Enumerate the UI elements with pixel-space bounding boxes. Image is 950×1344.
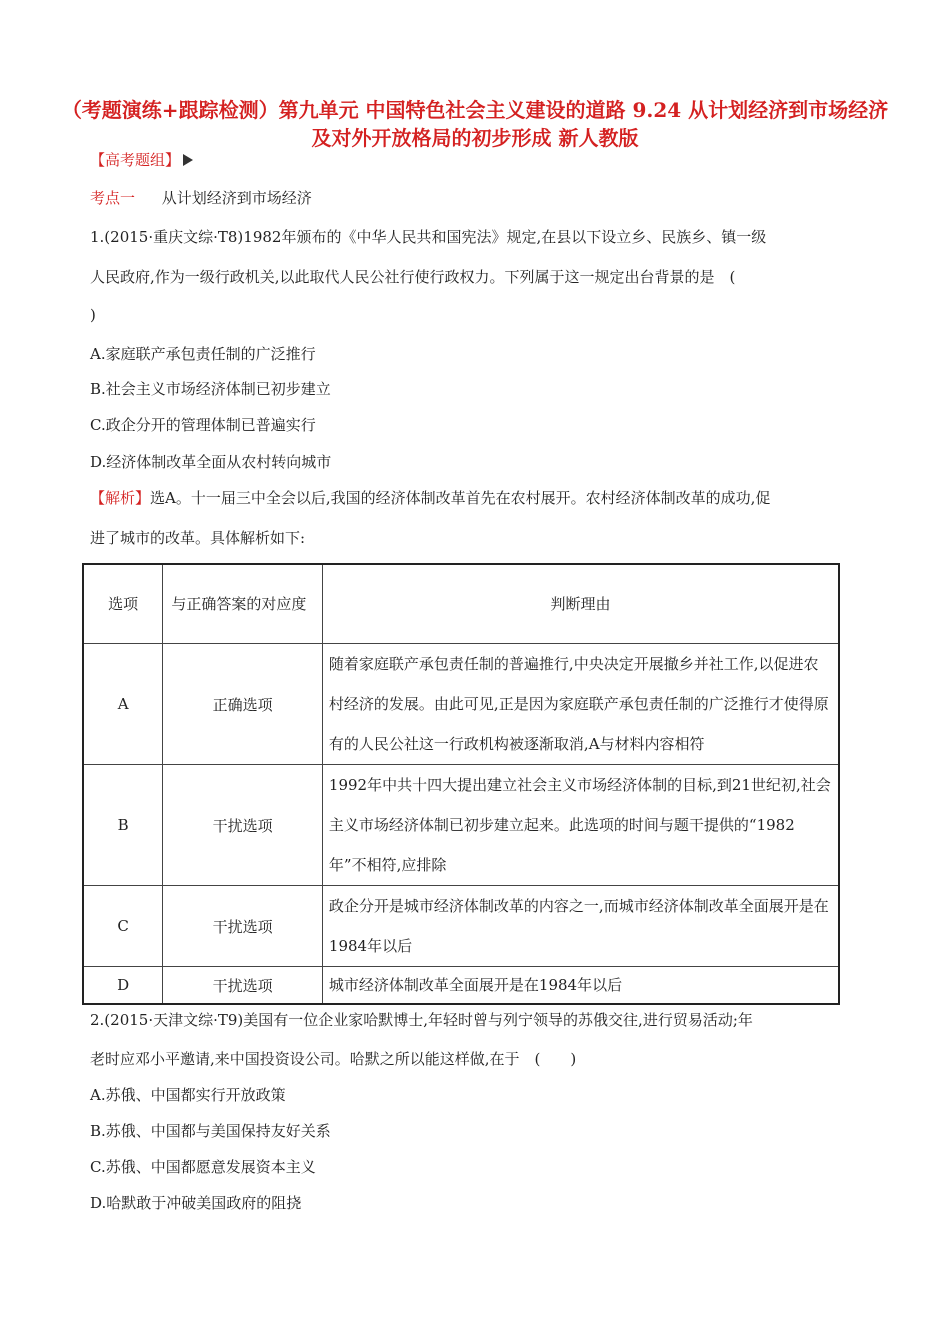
row-d-degree: 干扰选项 [163,967,323,1005]
row-a-degree: 正确选项 [163,644,323,765]
q2-line-1: 2.(2015·天津文综·T9)美国有一位企业家哈默博士,年轻时曾与列宁领导的苏俄交往,进行贸易活动;年 [90,1011,753,1029]
q1-analysis-line-2: 进了城市的改革。具体解析如下: [90,529,306,547]
row-d-option: D [83,967,163,1005]
table-row [83,644,839,765]
row-a-reason: 随着家庭联产承包责任制的普遍推行,中央决定开展撤乡并社工作,以促进农村经济的发展。由此可见,正是因为家庭联产承包责任制的广泛推行才使得原有的人民公社这一行政机构被逐渐取消,A与材料内容相符 [322,644,839,765]
row-c-reason: 政企分开是城市经济体制改革的内容之一,而城市经济体制改革全面展开是在1984年以后 [322,886,839,967]
row-d-reason: 城市经济体制改革全面展开是在1984年以后 [322,967,839,1005]
row-c-degree: 干扰选项 [163,886,323,967]
section-tag [90,149,193,170]
q1-line-3: ) [90,306,96,324]
header-degree: 与正确答案的对应度 [163,564,323,644]
q2-option-b: B.苏俄、中国都与美国保持友好关系 [90,1122,331,1140]
header-option: 选项 [83,564,163,644]
exam-point-text: 从计划经济到市场经济 [161,189,312,207]
document-title: （考题演练+跟踪检测）第九单元 中国特色社会主义建设的道路 9.24 从计划经济到市场经济及对外开放格局的初步形成 新人教版 [61,98,889,150]
analysis-table [82,563,840,1005]
table-row [83,967,839,1005]
q1-line-1: 1.(2015·重庆文综·T8)1982年颁布的《中华人民共和国宪法》规定,在县以下设立乡、民族乡、镇一级 [90,228,767,246]
section-tag-label: 【高考题组】 [90,151,181,169]
row-a-option: A [83,644,163,765]
q1-option-b: B.社会主义市场经济体制已初步建立 [90,380,331,398]
triangle-arrow-icon [183,154,193,166]
analysis-tag: 【解析】 [90,489,151,507]
row-c-option: C [83,886,163,967]
q2-option-d: D.哈默敢于冲破美国政府的阻挠 [90,1194,302,1212]
q2-option-a: A.苏俄、中国都实行开放政策 [90,1086,286,1104]
q2-line-2: 老时应邓小平邀请,来中国投资设公司。哈默之所以能这样做,在于 ( ) [90,1050,577,1068]
row-b-degree: 干扰选项 [163,765,323,886]
q1-line-2: 人民政府,作为一级行政机关,以此取代人民公社行使行政权力。下列属于这一规定出台背景的是 ( [90,268,736,286]
q1-analysis-line-1 [90,487,770,508]
q1-option-a: A.家庭联产承包责任制的广泛推行 [90,345,316,363]
table-header-row [83,564,839,644]
q1-option-d: D.经济体制改革全面从农村转向城市 [90,453,332,471]
exam-point-label: 考点一 [90,189,136,207]
table-row [83,765,839,886]
exam-point-heading [90,187,312,208]
q1-option-c: C.政企分开的管理体制已普遍实行 [90,416,316,434]
q2-option-c: C.苏俄、中国都愿意发展资本主义 [90,1158,316,1176]
table-row [83,886,839,967]
row-b-reason: 1992年中共十四大提出建立社会主义市场经济体制的目标,到21世纪初,社会主义市场经济体制已初步建立起来。此选项的时间与题干提供的“1982年”不相符,应排除 [322,765,839,886]
header-reason: 判断理由 [322,564,839,644]
row-b-option: B [83,765,163,886]
analysis-text-1: 选A。十一届三中全会以后,我国的经济体制改革首先在农村展开。农村经济体制改革的成功,促 [150,489,771,507]
